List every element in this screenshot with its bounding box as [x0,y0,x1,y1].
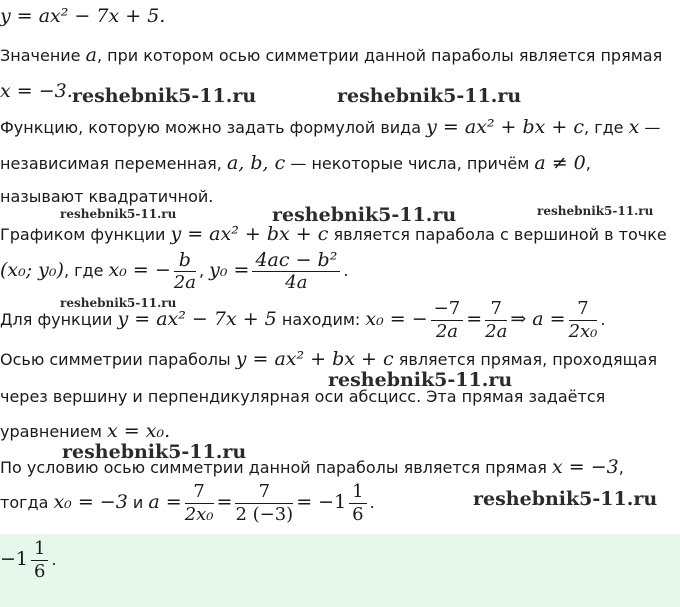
line-definition-1: Функцию, которую можно задать формулой вида y = ax² + bx + c, где x — [0,116,661,138]
line-condition: По условию осью симметрии данной параболы является прямая x = −3, [0,456,624,478]
watermark: reshebnik5-11.ru [337,85,522,107]
watermark: reshebnik5-11.ru [62,441,247,463]
line-question: Значение a, при котором осью симметрии данной параболы является прямая [0,44,663,66]
watermark: reshebnik5-11.ru [328,369,513,391]
line-equation [0,5,165,28]
answer-value: −1 $\frac{1}{6}$ . [0,538,57,582]
line-vertex-perpendicular: через вершину и перпендикулярная оси абсцисс. Эта прямая задаётся [0,387,606,406]
answer-block [0,534,680,607]
watermark: reshebnik5-11.ru [60,207,177,221]
line-definition-2: независимая переменная, a, b, c — некоторые числа, причём a ≠ 0, [0,152,591,174]
watermark: reshebnik5-11.ru [60,296,177,310]
fraction-b-2a: $\frac{b}{2a}$ [173,249,196,293]
fraction-7-2x0-calc: $\frac{7}{\text{2x₀}}$ [184,481,214,525]
line-vertex-formula: (x₀; y₀), где x₀ = − $\frac{b}{2a}$ , y₀ = $\frac{\text{4ac − b²}}{4a}$ . [0,249,349,293]
fraction-7-2x0: $\frac{7}{\text{2x₀}}$ [568,298,598,342]
fraction-7-2minus3: $\frac{7}{2 (-3)}$ [235,481,294,525]
line-symmetry-axis: Осью симметрии параболы y = ax² + bx + c является прямая, проходящая [0,348,658,370]
line-graph-statement: Графиком функции y = ax² + bx + c является парабола с вершиной в точке [0,223,667,245]
fraction-minus7-2a: $\frac{-7}{2a}$ [431,298,464,343]
fraction-y0: $\frac{\text{4ac − b²}}{4a}$ [252,249,340,294]
watermark: reshebnik5-11.ru [473,488,658,510]
watermark: reshebnik5-11.ru [272,204,457,226]
line-question-axis: x = −3. [0,80,73,102]
line-definition-3: называют квадратичной. [0,187,214,206]
line-find-a: Для функции y = ax² − 7x + 5 находим: x₀ = − $\frac{-7}{2a}$ = $\frac{7}{2a}$ ⇒ a = $\frac{7}{\text{2x₀}}$ . [0,298,606,342]
line-calculation: тогда x₀ = −3 и a = $\frac{7}{\text{2x₀}}$ = $\frac{7}{2 (-3)}$ = −1 $\frac{1}{6}$ . [0,481,375,525]
fraction-1-6: $\frac{1}{6}$ [349,481,366,526]
answer-fraction: $\frac{1}{6}$ [31,538,48,583]
fraction-7-2a: $\frac{7}{2a}$ [485,298,508,342]
equation-main: y = ax² − 7x + 5. [0,5,166,27]
watermark: reshebnik5-11.ru [72,85,257,107]
line-axis-equation: уравнением x = x₀. [0,420,171,442]
watermark: reshebnik5-11.ru [537,204,654,218]
